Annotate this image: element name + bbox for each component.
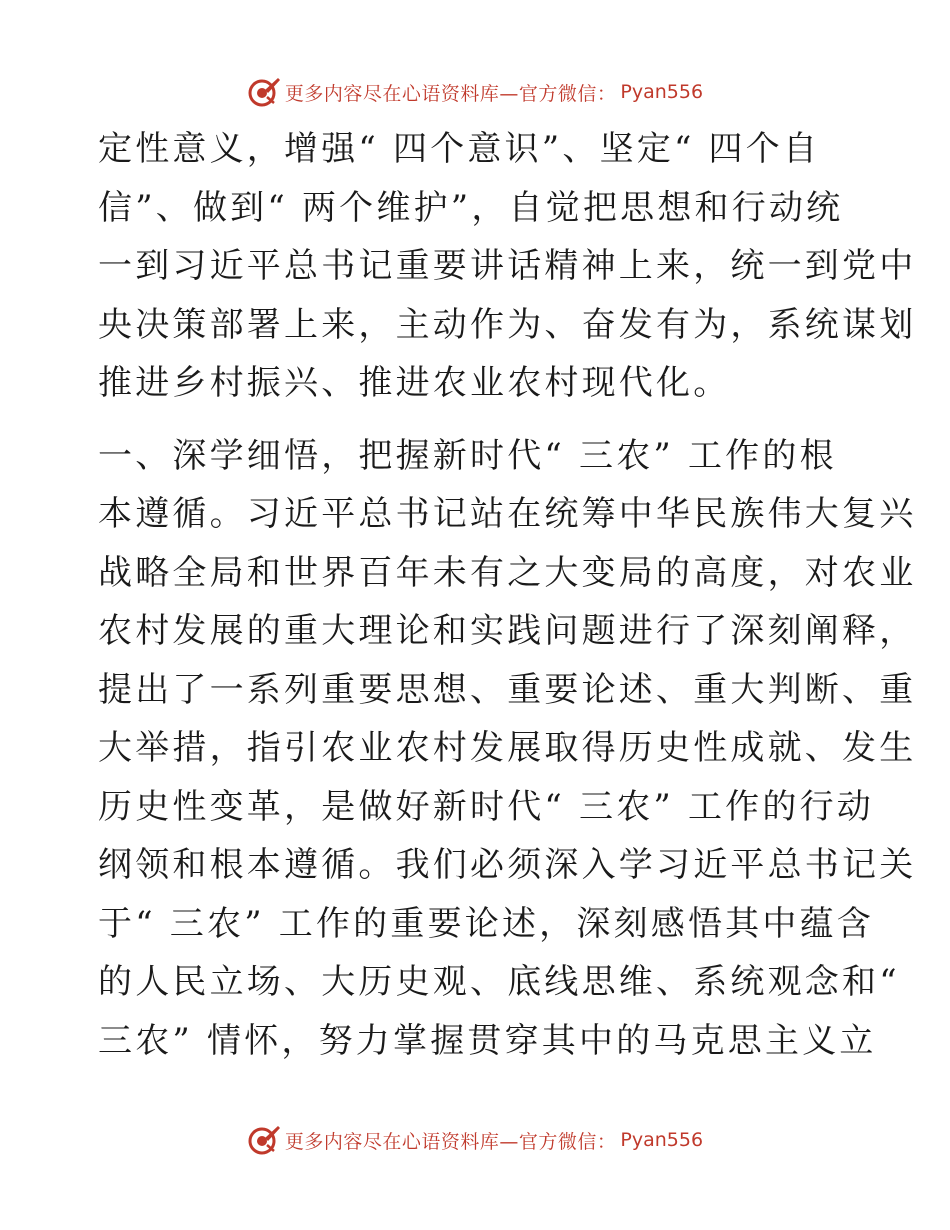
footer-watermark (0, 1120, 950, 1160)
section-heading-line: 一、深学细悟，把握新时代“ 三农” 工作的根 (98, 435, 837, 476)
watermark-wechat-id: Pyan556 (620, 81, 704, 103)
text-line: 三农” 情怀，努力掌握贯穿其中的马克思主义立 (98, 1020, 877, 1061)
paragraph-intro (98, 120, 917, 413)
header-watermark (0, 72, 950, 112)
pen-logo-icon (247, 75, 281, 109)
watermark-text: 更多内容尽在心语资料库—官方微信： (284, 82, 617, 105)
text-line: 战略全局和世界百年未有之大变局的高度，对农业 (98, 552, 917, 593)
watermark-text: 更多内容尽在心语资料库—官方微信： (284, 1130, 617, 1153)
text-line: 推进乡村振兴、推进农业农村现代化。 (98, 363, 731, 403)
text-line: 历史性变革，是做好新时代“ 三农” 工作的行动 (98, 786, 874, 827)
text-line: 于“ 三农” 工作的重要论述，深刻感悟其中蕴含 (98, 903, 874, 944)
text-line: 纲领和根本遵循。我们必须深入学习近平总书记关 (98, 845, 917, 885)
text-line: 提出了一系列重要思想、重要论述、重大判断、重 (98, 669, 917, 710)
watermark-wechat-id: Pyan556 (620, 1129, 704, 1151)
pen-logo-icon (247, 1123, 281, 1157)
text-line: 信”、做到“ 两个维护”，自觉把思想和行动统 (98, 187, 844, 228)
text-line: 定性意义，增强“ 四个意识”、坚定“ 四个自 (98, 129, 821, 169)
text-line: 的人民立场、大历史观、底线思维、系统观念和“ (98, 962, 900, 1002)
text-line: 农村发展的重大理论和实践问题进行了深刻阐释， (98, 611, 917, 651)
paragraph-section-one (98, 427, 917, 1071)
document-body (98, 120, 917, 1070)
text-line: 本遵循。习近平总书记站在统筹中华民族伟大复兴 (98, 494, 917, 534)
text-line: 一到习近平总书记重要讲话精神上来，统一到党中 (98, 246, 917, 286)
text-line: 大举措，指引农业农村发展取得历史性成就、发生 (98, 728, 917, 768)
paragraph-spacer (98, 413, 858, 427)
text-line: 央决策部署上来，主动作为、奋发有为，系统谋划 (98, 304, 917, 345)
